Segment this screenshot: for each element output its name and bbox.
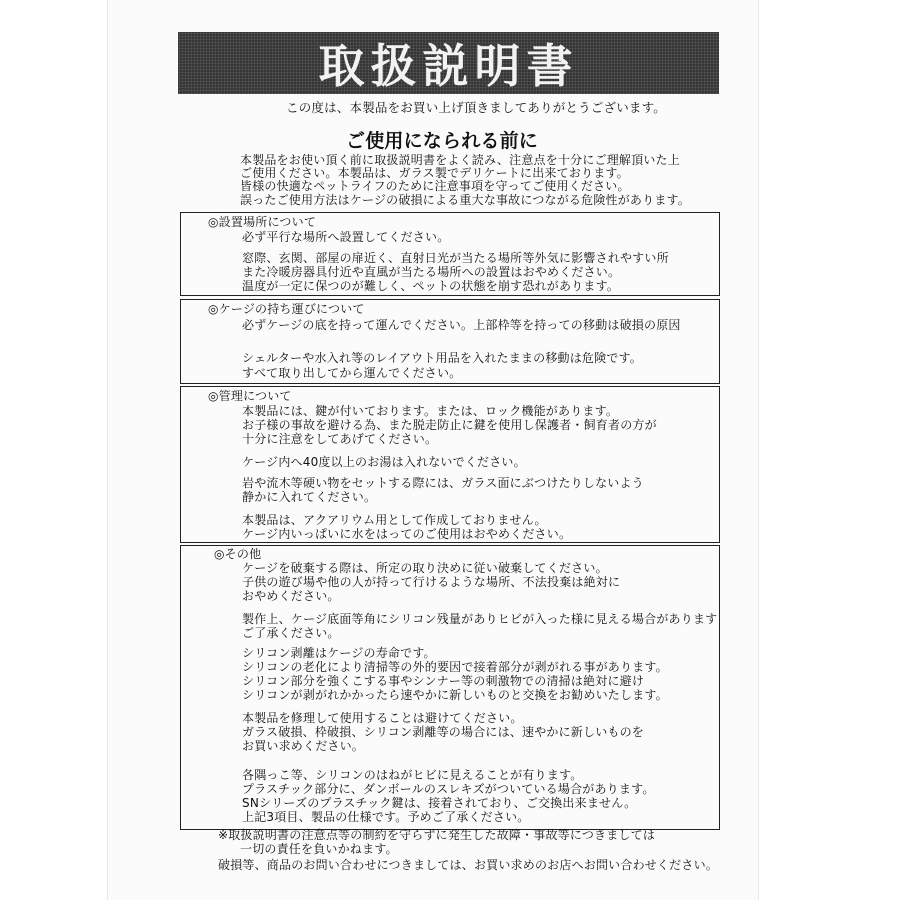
section-line: 上記3項目、製品の仕様です。予めご了承ください。 xyxy=(242,810,530,824)
section-line: お買い求めください。 xyxy=(242,739,365,753)
section-line: お子様の事故を避ける為、また脱走防止に鍵を使用し保護者・飼育者の方が xyxy=(242,418,657,432)
section-line: 静かに入れてください。 xyxy=(242,490,377,504)
section-line: ご了承ください。 xyxy=(242,626,340,640)
section-heading: ◎管理について xyxy=(208,389,292,403)
footer-note: 一切の責任を負いかねます。 xyxy=(240,842,398,856)
footer-note: 破損等、商品のお問い合わせにつきましては、お買い求めのお店へお問い合わせください。 xyxy=(218,858,718,872)
section-line: シリコン部分を強くこする事やシンナー等の刺激物での清掃は絶対に避け xyxy=(242,674,645,688)
section-line: 窓際、玄関、部屋の扉近く、直射日光が当たる場所等外気に影響されやすい所 xyxy=(242,251,669,265)
section-line: 岩や流木等硬い物をセットする際には、ガラス面にぶつけたりしないよう xyxy=(242,476,644,490)
intro-line: ご使用ください。本製品は、ガラス製でデリケートに出来ております。 xyxy=(240,166,629,180)
section-line: ガラス破損、枠破損、シリコン剥離等の場合には、速やかに新しいものを xyxy=(242,725,645,739)
section-line: 必ず平行な場所へ設置してください。 xyxy=(242,230,450,244)
section-line: シリコン剥離はケージの寿命です。 xyxy=(242,646,436,660)
section-line: シリコンの老化により清掃等の外的要因で接着部分が剥がれる事があります。 xyxy=(242,660,668,674)
section-heading: ◎その他 xyxy=(214,547,262,561)
section-line: 製作上、ケージ底面等角にシリコン残量がありヒビが入った様に見える場合があります xyxy=(242,612,718,626)
section-line: 温度が一定に保つのが難しく、ペットの状態を崩す恐れがあります。 xyxy=(242,279,620,293)
section-line: また冷暖房器具付近や直風が当たる場所への設置はおやめください。 xyxy=(242,265,621,279)
before-use-heading: ご使用になられる前に xyxy=(346,130,539,152)
section-line: 各隅っこ等、シリコンのはねがヒビに見えることが有ります。 xyxy=(242,768,583,782)
section-line: 本製品は、アクアリウム用として作成しておりません。 xyxy=(242,513,547,527)
footer-note: ※取扱説明書の注意点等の制約を守らずに発生した故障・事故等につきましては xyxy=(218,828,656,842)
section-line: すべて取り出してから運んでください。 xyxy=(242,366,462,380)
section-line: 子供の遊び場や他の人が持って行けるような場所、不法投棄は絶対に xyxy=(242,575,621,589)
intro-line: 誤ったご使用方法はケージの破損による重大な事故につながる危険性があります。 xyxy=(240,193,690,207)
section-line: おやめください。 xyxy=(242,589,340,603)
section-line: ケージを破棄する際は、所定の取り決めに従い破棄してください。 xyxy=(242,561,608,575)
section-line: ケージ内へ40度以上のお湯は入れないでください。 xyxy=(242,455,526,469)
section-heading: ◎設置場所について xyxy=(208,215,317,229)
section-line: シリコンが剥がれかかったら速やかに新しいものと交換をお勧めいたします。 xyxy=(242,688,668,702)
title-banner xyxy=(178,32,719,94)
section-line: SNシリーズのプラスチック鍵は、接着されており、ご交換出来ません。 xyxy=(242,796,637,810)
section-line: シェルターや水入れ等のレイアウト用品を入れたままの移動は危険です。 xyxy=(242,351,642,365)
document-title: 取扱説明書 xyxy=(318,39,579,93)
section-line: プラスチック部分に、ダンボールのスレキズがついている場合があります。 xyxy=(242,782,655,796)
thanks-message: この度は、本製品をお買い上げ頂きましてありがとうございます。 xyxy=(286,100,667,115)
section-line: 本製品を修理して使用することは避けてください。 xyxy=(242,711,523,725)
section-heading: ◎ケージの持ち運びについて xyxy=(208,302,365,316)
section-line: 必ずケージの底を持って運んでください。上部枠等を持っての移動は破損の原因 xyxy=(242,318,681,332)
section-line: 十分に注意をしてあげてください。 xyxy=(242,432,438,446)
section-line: 本製品には、鍵が付いております。または、ロック機能があります。 xyxy=(242,404,619,418)
intro-line: 本製品をお使い頂く前に取扱説明書をよく読み、注意点を十分にご理解頂いた上 xyxy=(240,153,680,167)
section-line: ケージ内いっぱいに水をはってのご使用はおやめください。 xyxy=(242,527,572,541)
intro-line: 皆様の快適なペットライフのために注意事項を守ってご使用ください。 xyxy=(240,179,630,193)
